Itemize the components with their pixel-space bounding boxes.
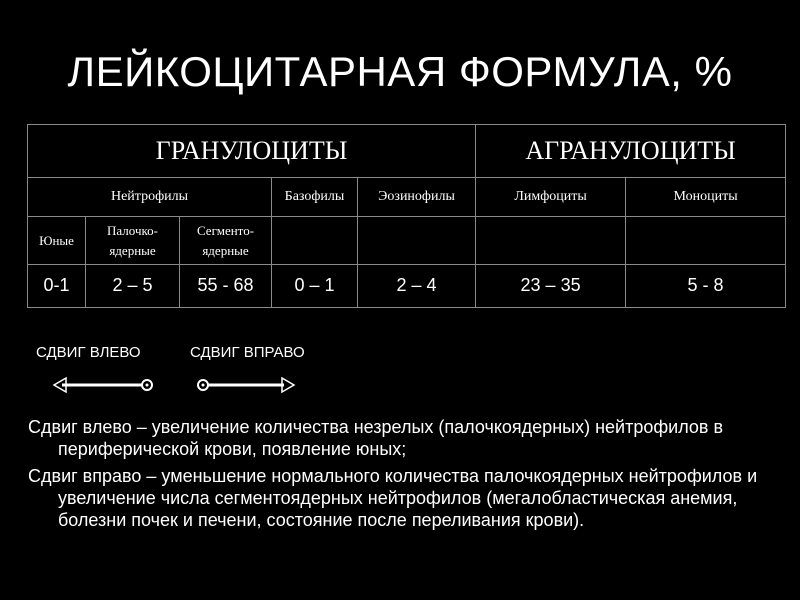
header-young: Юные [28, 217, 86, 264]
shift-right-description: Сдвиг вправо – уменьшение нормального количества палочкоядерных нейтрофилов и увеличение числа сегментоядерных нейтрофилов (мегалобластическая анемия, болезни почек и печени, состояние после переливания крови). [28, 466, 758, 530]
leukocyte-formula-table [27, 124, 786, 308]
table-row [28, 217, 786, 264]
shift-left-label: СДВИГ ВЛЕВО [36, 344, 141, 361]
shift-right-label: СДВИГ ВПРАВО [190, 344, 305, 361]
table-row [28, 125, 786, 178]
header-segmented [180, 217, 272, 264]
value-segmented: 55 - 68 [180, 264, 272, 307]
empty-cell [476, 217, 626, 264]
band-label-line1: Палочко- [107, 222, 158, 238]
header-granulocytes: ГРАНУЛОЦИТЫ [28, 125, 476, 178]
value-young: 0-1 [28, 264, 86, 307]
description [28, 416, 780, 536]
band-label-line2: ядерные [109, 242, 156, 258]
header-agranulocytes: АГРАНУЛОЦИТЫ [476, 125, 786, 178]
seg-label-line1: Сегменто- [196, 222, 255, 238]
header-band [86, 217, 180, 264]
table-row [28, 264, 786, 307]
empty-cell [358, 217, 476, 264]
value-band: 2 – 5 [86, 264, 180, 307]
value-monocytes: 5 - 8 [626, 264, 786, 307]
value-basophils: 0 – 1 [272, 264, 358, 307]
shift-arrows [50, 372, 310, 398]
empty-cell [272, 217, 358, 264]
header-neutrophils: Нейтрофилы [28, 178, 272, 217]
header-basophils: Базофилы [272, 178, 358, 217]
header-eosinophils: Эозинофилы [358, 178, 476, 217]
header-monocytes: Моноциты [626, 178, 786, 217]
seg-label-line2: ядерные [202, 242, 249, 258]
header-lymphocytes: Лимфоциты [476, 178, 626, 217]
right-arrow-icon [198, 378, 294, 392]
empty-cell [626, 217, 786, 264]
shift-left-description: Сдвиг влево – увеличение количества незрелых (палочкоядерных) нейтрофилов в периферической крови, появление юных; [28, 417, 724, 459]
value-lymphocytes: 23 – 35 [476, 264, 626, 307]
value-eosinophils: 2 – 4 [358, 264, 476, 307]
left-arrow-icon [54, 378, 152, 392]
slide-title: ЛЕЙКОЦИТАРНАЯ ФОРМУЛА, % [67, 48, 733, 95]
table-row [28, 178, 786, 217]
